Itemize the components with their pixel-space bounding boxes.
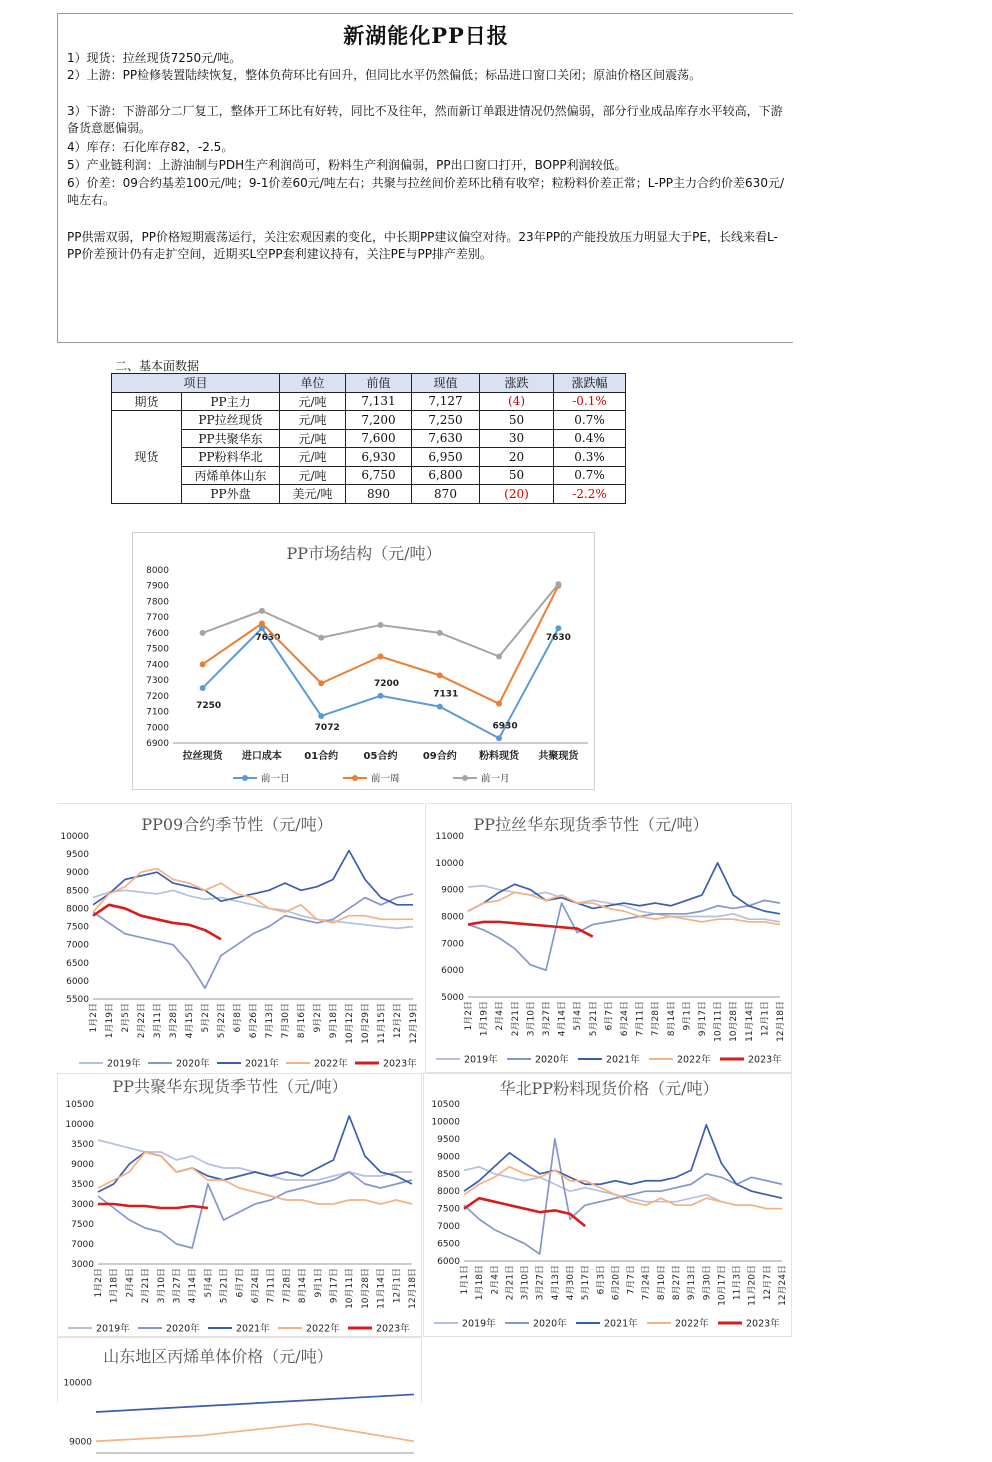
cell-prev: 6,930 [346,448,412,467]
summary-conclusion: PP供需双弱，PP价格短期震荡运行，关注宏观因素的变化，中长期PP建议偏空对待。23年PP的产能投放压力明显大于PE，长线来看L-PP价差预计仍有走扩空间，近期买L空PP套利建议持有，关注PE与PP排产差别。 [67,230,778,261]
legend-label: 2022年 [314,1058,348,1070]
x-tick-label: 10月28日 [360,1268,371,1309]
y-tick-label: 7500 [71,1220,94,1230]
x-tick-label: 7月28日 [282,1268,293,1304]
x-tick-label: 2月4日 [495,1001,506,1031]
x-tick-label: 11月20日 [747,1265,758,1306]
x-tick-label: 4月15日 [185,1003,195,1039]
y-tick-label: 6000 [66,976,89,987]
data-point [318,680,324,686]
propylene-price-chart [57,1337,422,1448]
x-tick-label: 12月18日 [408,1268,418,1309]
x-tick-label: 11月15日 [377,1003,387,1044]
x-tick-label: 10月28日 [729,1001,740,1042]
x-tick-label: 9月17日 [329,1268,340,1304]
data-point [378,622,384,628]
legend-label: 2020年 [533,1318,567,1330]
series-line [464,1125,782,1198]
x-tick-label: 4月30日 [566,1265,576,1301]
x-tick-label: 05合约 [363,751,398,762]
data-point [437,704,443,710]
x-tick-label: 2月5日 [121,1003,131,1033]
y-tick-label: 9000 [437,1152,460,1163]
cell-prev: 7,200 [346,411,412,430]
y-tick-label: 9000 [66,868,89,879]
legend-label: 2019年 [96,1323,130,1335]
fundamentals-table [111,373,626,504]
y-tick-label: 6000 [441,966,464,977]
y-tick-label: 10000 [435,858,464,869]
table-row [112,429,626,448]
group-futures: 期货 [112,392,182,411]
y-tick-label: 9500 [66,850,89,861]
legend-label: 2020年 [176,1058,210,1070]
copolymer-seasonal-svg [58,1074,423,1338]
data-point [437,672,443,678]
y-tick-label: 7700 [146,613,169,624]
legend-marker [352,775,358,781]
legend-label: 2021年 [245,1058,279,1070]
x-tick-label: 12月1日 [760,1001,771,1037]
x-tick-label: 4月13日 [550,1265,561,1301]
cell-unit: 美元/吨 [280,485,346,504]
y-tick-label: 7400 [146,660,169,671]
y-tick-label: 8000 [441,912,464,923]
series-line [96,1424,414,1442]
legend-label: 2020年 [535,1054,569,1066]
x-tick-label: 3月28日 [169,1003,179,1039]
chart-title: PP拉丝华东现货季节性（元/吨） [473,815,709,834]
y-tick-label: 7500 [437,1204,460,1215]
data-point [378,654,384,660]
legend-label: 2019年 [464,1054,498,1066]
summary-paragraph-2: 2）上游：PP检修装置陆续恢复，整体负荷环比有回升，但同比水平仍然偏低；标品进口窗口关闭；原油价格区间震荡。 [67,68,702,82]
x-tick-label: 粉料现货 [479,751,520,762]
series-line [464,1139,782,1254]
y-tick-label: 10000 [431,1117,460,1128]
x-tick-label: 12月7日 [762,1265,773,1301]
legend-label: 2022年 [675,1318,709,1330]
x-tick-label: 7月28日 [651,1001,662,1037]
cell-curr: 870 [412,485,480,504]
cell-prev: 6,750 [346,466,412,485]
cell-pct: -0.1% [554,392,626,411]
y-tick-label: 6900 [146,739,169,749]
y-tick-label: 8000 [66,904,89,915]
cell-unit: 元/吨 [280,392,346,411]
x-tick-label: 1月19日 [479,1001,490,1037]
y-tick-label: 7500 [66,922,89,933]
y-tick-label: 10000 [60,832,89,842]
series-line [98,1116,412,1192]
x-tick-label: 4月14日 [557,1001,568,1037]
chart-title: 山东地区丙烯单体价格（元/吨） [103,1347,333,1366]
cell-pct: 0.7% [554,466,626,485]
powder-price-chart [423,1073,792,1337]
series-line [93,894,413,988]
cell-pct: 0.7% [554,411,626,430]
series-line [93,905,221,939]
data-point [259,608,265,614]
x-tick-label: 3月27日 [172,1268,183,1304]
cell-unit: 元/吨 [280,448,346,467]
x-tick-label: 8月14日 [666,1001,677,1037]
x-tick-label: 7月11日 [266,1268,277,1304]
x-tick-label: 12月24日 [778,1265,788,1306]
y-tick-label: 9000 [441,885,464,896]
table-row [112,448,626,467]
x-tick-label: 11月3日 [732,1265,743,1301]
summary-paragraph-5: 5）产业链利润：上游油制与PDH生产利润尚可，粉料生产利润偏弱，PP出口窗口打开，BOPP利润较低。 [67,158,627,172]
x-tick-label: 3月10日 [526,1001,537,1037]
header-unit: 单位 [280,374,346,393]
table-row [112,466,626,485]
cell-pct: 0.4% [554,429,626,448]
series-line [468,922,593,937]
y-tick-label: 7100 [146,707,169,718]
legend-label: 2019年 [462,1318,496,1330]
x-tick-label: 09合约 [422,751,457,762]
y-tick-label: 7000 [437,1222,460,1233]
series-line [98,1172,412,1248]
x-tick-label: 10月12日 [345,1003,355,1044]
series-line [93,850,413,904]
x-tick-label: 6月24日 [251,1268,261,1304]
series-line [98,1204,208,1208]
data-point [200,685,206,691]
legend-label: 2022年 [306,1323,340,1335]
cell-prev: 7,131 [346,392,412,411]
table-row [112,392,626,411]
x-tick-label: 2月4日 [125,1268,136,1298]
chart-title: PP09合约季节性（元/吨） [141,815,333,834]
x-tick-label: 2月21日 [141,1268,152,1304]
cell-unit: 元/吨 [280,429,346,448]
cell-chg: 20 [480,448,554,467]
y-tick-label: 9000 [69,1437,92,1448]
y-tick-label: 3500 [71,1180,94,1190]
cell-item: PP拉丝现货 [182,411,280,430]
series-line [464,1167,782,1209]
x-tick-label: 1月19日 [105,1003,115,1039]
y-tick-label: 7900 [146,581,169,592]
cell-prev: 7,600 [346,429,412,448]
table-row [112,485,626,504]
x-tick-label: 11月14日 [376,1268,387,1309]
x-tick-label: 2月4日 [490,1265,501,1295]
x-tick-label: 9月17日 [698,1001,708,1037]
y-tick-label: 5000 [441,993,464,1003]
series-line [93,890,413,928]
y-tick-label: 7300 [146,676,169,687]
section-title: 二、基本面数据 [115,359,200,373]
x-tick-label: 11月14日 [744,1001,755,1042]
x-tick-label: 9月18日 [329,1003,339,1039]
y-tick-label: 7500 [146,644,169,655]
y-tick-label: 9000 [71,1160,94,1170]
x-tick-label: 5月21日 [219,1268,230,1304]
legend-label: 2021年 [606,1054,640,1066]
header-pct: 涨跌幅 [554,374,626,393]
x-tick-label: 9月13日 [687,1265,698,1301]
x-tick-label: 2月22日 [137,1003,147,1039]
y-tick-label: 6000 [437,1257,460,1267]
x-tick-label: 5月22日 [217,1003,227,1039]
cell-unit: 元/吨 [280,466,346,485]
data-point [200,661,206,667]
x-tick-label: 7月7日 [626,1265,637,1295]
legend-label: 2023年 [748,1054,782,1066]
data-point [496,701,502,707]
x-tick-label: 拉丝现货 [182,751,223,762]
series-line [203,584,559,656]
data-point [318,635,324,641]
y-tick-label: 10500 [65,1100,94,1110]
x-tick-label: 5月21日 [588,1001,599,1037]
x-tick-label: 6月8日 [233,1003,243,1033]
x-tick-label: 1月18日 [109,1268,120,1304]
x-tick-label: 10月17日 [717,1265,728,1306]
x-tick-label: 6月7日 [604,1001,615,1031]
cell-curr: 7,127 [412,392,480,411]
x-tick-label: 3月27日 [542,1001,552,1037]
legend-marker [462,775,468,781]
x-tick-label: 1月1日 [460,1265,470,1295]
data-point [378,693,384,699]
y-tick-label: 9500 [437,1134,460,1145]
x-tick-label: 7月30日 [281,1003,291,1039]
x-tick-label: 3月27日 [535,1265,546,1301]
header-item: 项目 [112,374,280,393]
table-header-row [112,374,626,393]
legend-label: 2023年 [383,1058,417,1070]
x-tick-label: 10月29日 [361,1003,371,1044]
y-tick-label: 7000 [441,939,464,950]
data-label: 7250 [196,700,222,711]
summary-box [57,13,793,343]
x-tick-label: 4月14日 [188,1268,199,1304]
legend-label: 2019年 [107,1058,141,1070]
y-tick-label: 7000 [66,940,89,951]
x-tick-label: 1月2日 [94,1268,104,1298]
x-tick-label: 6月24日 [620,1001,630,1037]
legend-marker [242,775,248,781]
cell-curr: 6,950 [412,448,480,467]
x-tick-label: 6月3日 [596,1265,607,1295]
y-tick-label: 6500 [66,958,89,969]
y-tick-label: 7600 [146,628,169,639]
y-tick-label: 3500 [71,1140,94,1150]
raffia-seasonal-svg [426,804,793,1074]
data-point [555,581,561,587]
legend-label: 2023年 [746,1318,780,1330]
copolymer-seasonal-chart [57,1073,422,1337]
cell-item: 丙烯单体山东 [182,466,280,485]
cell-pct: 0.3% [554,448,626,467]
header-prev: 前值 [346,374,412,393]
legend-label: 2021年 [604,1318,638,1330]
header-curr: 现值 [412,374,480,393]
y-tick-label: 8000 [437,1187,460,1198]
y-tick-label: 8500 [437,1169,460,1180]
y-tick-label: 7000 [71,1240,94,1250]
chart-title: PP市场结构（元/吨） [286,544,442,563]
market-structure-svg [133,533,596,791]
cell-item: PP共聚华东 [182,429,280,448]
x-tick-label: 3月11日 [153,1003,163,1039]
x-tick-label: 5月2日 [201,1003,211,1033]
summary-paragraph-3: 3）下游：下游部分二厂复工，整体开工环比有好转，同比不及往年，然而新订单跟进情况仍然偏弱，部分行业成品库存水平较高，下游备货意愿偏弱。 [67,104,783,135]
y-tick-label: 7000 [146,723,169,734]
x-tick-label: 进口成本 [241,751,282,762]
summary-paragraph-1: 1）现货：拉丝现货7250元/吨。 [67,51,242,65]
data-point [496,735,502,741]
y-tick-label: 10500 [431,1100,460,1110]
x-tick-label: 3月10日 [156,1268,167,1304]
x-tick-label: 7月13日 [265,1003,275,1039]
x-tick-label: 12月1日 [392,1268,403,1304]
x-tick-label: 6月26日 [249,1003,259,1039]
x-tick-label: 10月11日 [345,1268,356,1309]
x-tick-label: 8月16日 [297,1003,307,1039]
data-label: 7630 [545,633,571,644]
x-tick-label: 3月10日 [520,1265,531,1301]
legend-label: 2021年 [236,1323,270,1335]
data-point [318,713,324,719]
data-point [496,654,502,660]
chart-title: 华北PP粉料现货价格（元/吨） [499,1079,719,1098]
data-label: 7200 [373,678,400,689]
y-tick-label: 3000 [71,1260,94,1270]
chart-title: PP共聚华东现货季节性（元/吨） [112,1077,348,1096]
legend-label: 2023年 [376,1323,410,1335]
legend-label: 前一日 [261,773,290,785]
x-tick-label: 7月11日 [635,1001,646,1037]
y-tick-label: 6500 [437,1239,460,1250]
cell-curr: 6,800 [412,466,480,485]
x-tick-label: 9月2日 [313,1003,323,1033]
report-title: 新湖能化PP日报 [343,23,509,48]
cell-pct: -2.2% [554,485,626,504]
x-tick-label: 12月2日 [393,1003,403,1039]
x-tick-label: 8月10日 [656,1265,667,1301]
market-structure-chart [132,532,595,790]
data-point [200,630,206,636]
y-tick-label: 10000 [63,1378,92,1389]
header-chg: 涨跌 [480,374,554,393]
x-tick-label: 12月18日 [776,1001,786,1042]
x-tick-label: 9月1日 [313,1268,324,1298]
x-tick-label: 6月7日 [235,1268,246,1298]
x-tick-label: 5月17日 [581,1265,592,1301]
x-tick-label: 12月19日 [409,1003,419,1044]
data-point [437,630,443,636]
group-spot: 现货 [112,411,182,504]
y-tick-label: 3000 [71,1200,94,1210]
cell-curr: 7,250 [412,411,480,430]
powder-price-svg [424,1074,793,1338]
pp09-seasonal-chart [57,803,424,1073]
x-tick-label: 10月11日 [713,1001,724,1042]
cell-chg: (4) [480,392,554,411]
cell-chg: (20) [480,485,554,504]
legend-label: 2020年 [166,1323,200,1335]
y-tick-label: 8000 [146,566,169,576]
data-label: 6930 [492,721,518,732]
x-tick-label: 1月2日 [464,1001,474,1031]
cell-item: PP外盘 [182,485,280,504]
cell-chg: 50 [480,466,554,485]
cell-item: PP主力 [182,392,280,411]
pp09-seasonal-svg [57,804,424,1074]
legend-label: 前一月 [481,773,510,785]
series-line [464,1167,782,1209]
x-tick-label: 5月4日 [573,1001,584,1031]
cell-prev: 890 [346,485,412,504]
data-label: 7072 [314,722,340,733]
x-tick-label: 2月21日 [505,1265,516,1301]
propylene-price-svg [58,1338,423,1458]
series-line [96,1394,414,1412]
y-tick-label: 10000 [65,1120,94,1130]
series-line [98,1152,412,1204]
cell-unit: 元/吨 [280,411,346,430]
raffia-seasonal-chart [425,803,792,1073]
y-tick-label: 8500 [66,886,89,897]
legend-label: 2022年 [677,1054,711,1066]
y-tick-label: 7200 [146,691,169,702]
data-label: 7131 [433,689,459,700]
x-tick-label: 5月4日 [203,1268,214,1298]
summary-paragraph-4: 4）库存：石化库存82，-2.5。 [67,140,234,154]
summary-paragraph-6: 6）价差：09合约基差100元/吨；9-1价差60元/吨左右；共聚与拉丝间价差环比稍有收窄；粒粉料价差正常；L-PP主力合约价差630元/吨左右。 [67,176,784,207]
x-tick-label: 9月1日 [682,1001,693,1031]
x-tick-label: 2月21日 [510,1001,521,1037]
y-tick-label: 5500 [66,995,89,1005]
x-tick-label: 共聚现货 [538,751,579,762]
x-tick-label: 6月20日 [611,1265,622,1301]
y-tick-label: 7800 [146,597,169,608]
x-tick-label: 1月2日 [89,1003,99,1033]
cell-curr: 7,630 [412,429,480,448]
x-tick-label: 01合约 [304,751,339,762]
data-point [259,620,265,626]
y-tick-label: 11000 [435,832,464,842]
cell-item: PP粉料华北 [182,448,280,467]
legend-label: 前一周 [371,773,400,785]
table-row [112,411,626,430]
cell-chg: 50 [480,411,554,430]
x-tick-label: 1月18日 [475,1265,486,1301]
x-tick-label: 8月14日 [298,1268,309,1304]
cell-chg: 30 [480,429,554,448]
data-point [555,625,561,631]
x-tick-label: 8月27日 [672,1265,682,1301]
series-line [98,1140,412,1180]
x-tick-label: 9月30日 [702,1265,713,1301]
data-label: 7630 [255,633,281,644]
x-tick-label: 7月24日 [641,1265,652,1301]
